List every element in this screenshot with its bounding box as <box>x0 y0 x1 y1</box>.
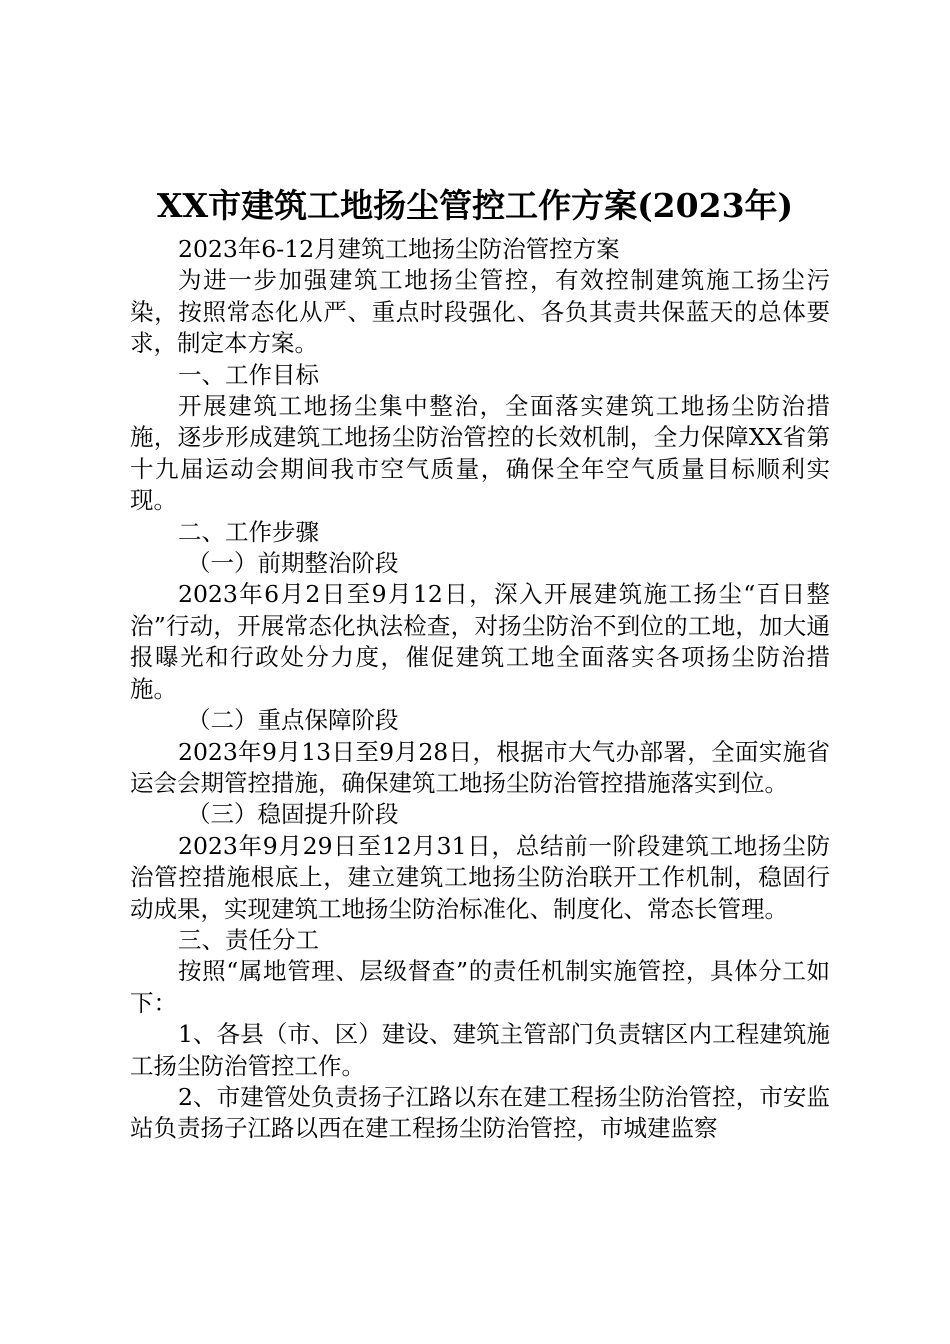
section-heading-responsibilities: 三、责任分工 <box>178 925 319 954</box>
section-heading-steps: 二、工作步骤 <box>178 517 319 546</box>
phase-1-paragraph: 2023年6月2日至9月12日，深入开展建筑施工扬尘“百日整治”行动，开展常态化执法检查，对扬尘防治不到位的工地，加大通报曝光和行政处分力度，催促建筑工地全面落实各项扬尘防治措施。 <box>130 580 830 703</box>
phase-2-paragraph: 2023年9月13日至9月28日，根据市大气办部署，全面实施省运会会期管控措施，确保建筑工地扬尘防治管控措施落实到位。 <box>130 737 830 797</box>
subheading-phase-3: （三）稳固提升阶段 <box>187 800 399 829</box>
responsibility-item-2: 2、市建管处负责扬子江路以东在建工程扬尘防治管控，市安监站负责扬子江路以西在建工程扬尘防治管控，市城建监察 <box>130 1082 830 1143</box>
phase-3-paragraph: 2023年9月29日至12月31日，总结前一阶段建筑工地扬尘防治管控措施根底上，建立建筑工地扬尘防治联开工作机制，稳固行动成果，实现建筑工地扬尘防治标准化、制度化、常态长管理。 <box>130 831 830 923</box>
goals-paragraph: 开展建筑工地扬尘集中整治，全面落实建筑工地扬尘防治措施，逐步形成建筑工地扬尘防治管控的长效机制，全力保障XX省第十九届运动会期间我市空气质量，确保全年空气质量目标顺利实现。 <box>130 392 830 515</box>
document-body <box>130 234 830 1145</box>
intro-paragraph: 为进一步加强建筑工地扬尘管控，有效控制建筑施工扬尘污染，按照常态化从严、重点时段强化、各负其责共保蓝天的总体要求，制定本方案。 <box>130 266 830 358</box>
document-title: XX市建筑工地扬尘管控工作方案(2023年) <box>156 186 794 225</box>
section-heading-goals: 一、工作目标 <box>178 360 319 389</box>
subtitle-paragraph: 2023年6-12月建筑工地扬尘防治管控方案 <box>178 235 620 263</box>
responsibility-item-1: 1、各县（市、区）建设、建筑主管部门负责辖区内工程建筑施工扬尘防治管控工作。 <box>130 1020 830 1080</box>
responsibilities-paragraph: 按照“属地管理、层级督查”的责任机制实施管控，具体分工如下： <box>130 957 830 1017</box>
subheading-phase-1: （一）前期整治阶段 <box>187 549 399 578</box>
subheading-phase-2: （二）重点保障阶段 <box>187 706 399 735</box>
